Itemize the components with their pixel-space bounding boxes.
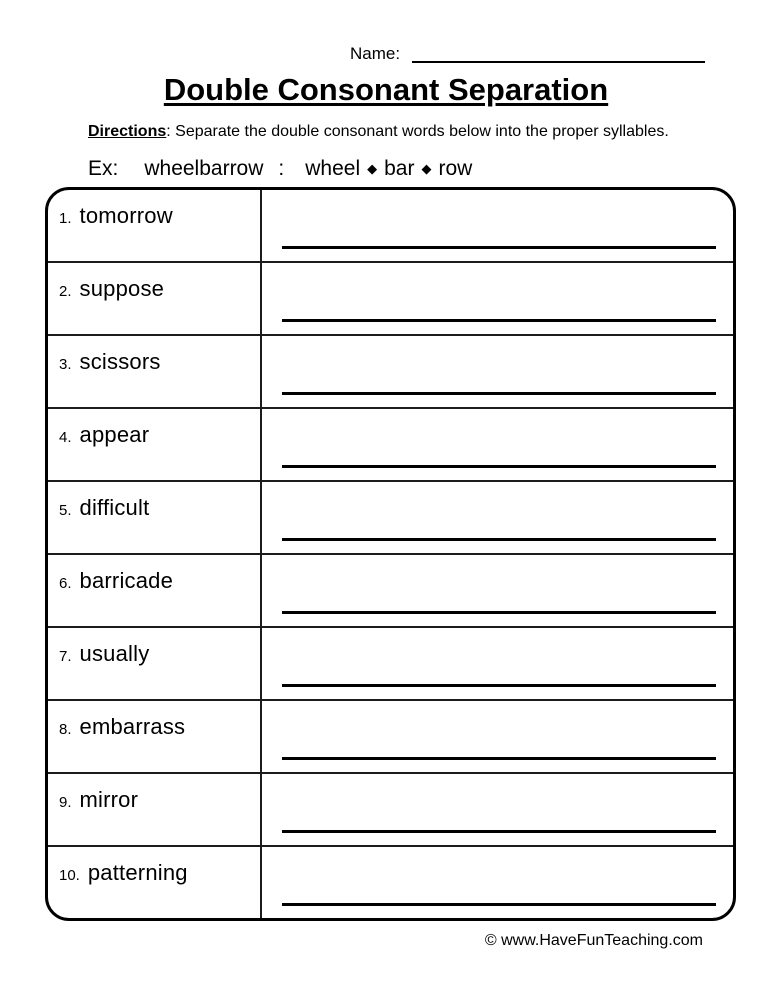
example-syllable-2: bar (384, 157, 415, 180)
answer-blank[interactable] (282, 392, 716, 395)
example-row (88, 157, 772, 181)
answer-cell (260, 482, 733, 553)
answer-cell (260, 555, 733, 626)
answer-blank[interactable] (282, 246, 716, 249)
row-number: 5. (59, 502, 72, 519)
answer-blank[interactable] (282, 903, 716, 906)
answer-cell (260, 190, 733, 261)
answer-cell (260, 701, 733, 772)
row-number: 4. (59, 429, 72, 446)
example-label: Ex: (88, 157, 119, 180)
word-cell (48, 555, 260, 626)
row-word: suppose (79, 276, 165, 301)
table-row (48, 628, 733, 701)
row-number: 1. (59, 210, 72, 227)
directions (88, 122, 712, 142)
example-colon: : (278, 157, 285, 180)
answer-cell (260, 336, 733, 407)
row-word: difficult (79, 495, 150, 520)
row-number: 10. (59, 867, 80, 884)
answer-cell (260, 263, 733, 334)
table-row (48, 409, 733, 482)
row-word: scissors (79, 349, 161, 374)
table-row (48, 701, 733, 774)
row-number: 8. (59, 721, 72, 738)
answer-blank[interactable] (282, 684, 716, 687)
name-write-in-line[interactable] (412, 47, 705, 63)
table-row (48, 555, 733, 628)
example-answer (305, 157, 472, 181)
row-number: 3. (59, 356, 72, 373)
row-word: embarrass (79, 714, 186, 739)
answer-blank[interactable] (282, 538, 716, 541)
example-syllable-1: wheel (305, 157, 361, 180)
answer-blank[interactable] (282, 465, 716, 468)
table-row (48, 774, 733, 847)
row-number: 7. (59, 648, 72, 665)
row-number: 2. (59, 283, 72, 300)
diamond-separator-icon: ◆ (421, 161, 432, 176)
word-cell (48, 482, 260, 553)
word-cell (48, 847, 260, 918)
table-row (48, 190, 733, 263)
row-number: 9. (59, 794, 72, 811)
directions-label: Directions (88, 123, 167, 140)
row-word: appear (79, 422, 150, 447)
directions-colon: : (166, 123, 176, 140)
word-cell (48, 628, 260, 699)
directions-text: Separate the double consonant words below into the proper syllables. (175, 123, 669, 140)
table-row (48, 263, 733, 336)
footer-credit: © www.HaveFunTeaching.com (484, 932, 703, 949)
table-row (48, 336, 733, 409)
word-cell (48, 336, 260, 407)
row-word: patterning (87, 860, 188, 885)
row-number: 6. (59, 575, 72, 592)
word-cell (48, 701, 260, 772)
worksheet-table (45, 187, 736, 921)
answer-cell (260, 409, 733, 480)
page-title: Double Consonant Separation (163, 72, 609, 107)
row-word: tomorrow (79, 203, 173, 228)
answer-blank[interactable] (282, 757, 716, 760)
row-word: usually (79, 641, 150, 666)
answer-blank[interactable] (282, 611, 716, 614)
word-cell (48, 263, 260, 334)
answer-cell (260, 628, 733, 699)
answer-cell (260, 847, 733, 918)
table-row (48, 482, 733, 555)
diamond-separator-icon: ◆ (367, 161, 378, 176)
answer-blank[interactable] (282, 319, 716, 322)
table-row (48, 847, 733, 918)
answer-blank[interactable] (282, 830, 716, 833)
name-row (350, 0, 705, 63)
name-label: Name: (350, 44, 401, 63)
row-word: mirror (79, 787, 139, 812)
example-syllable-3: row (438, 157, 473, 180)
word-cell (48, 774, 260, 845)
word-cell (48, 409, 260, 480)
row-word: barricade (79, 568, 174, 593)
example-word: wheelbarrow (144, 157, 264, 180)
answer-cell (260, 774, 733, 845)
word-cell (48, 190, 260, 261)
